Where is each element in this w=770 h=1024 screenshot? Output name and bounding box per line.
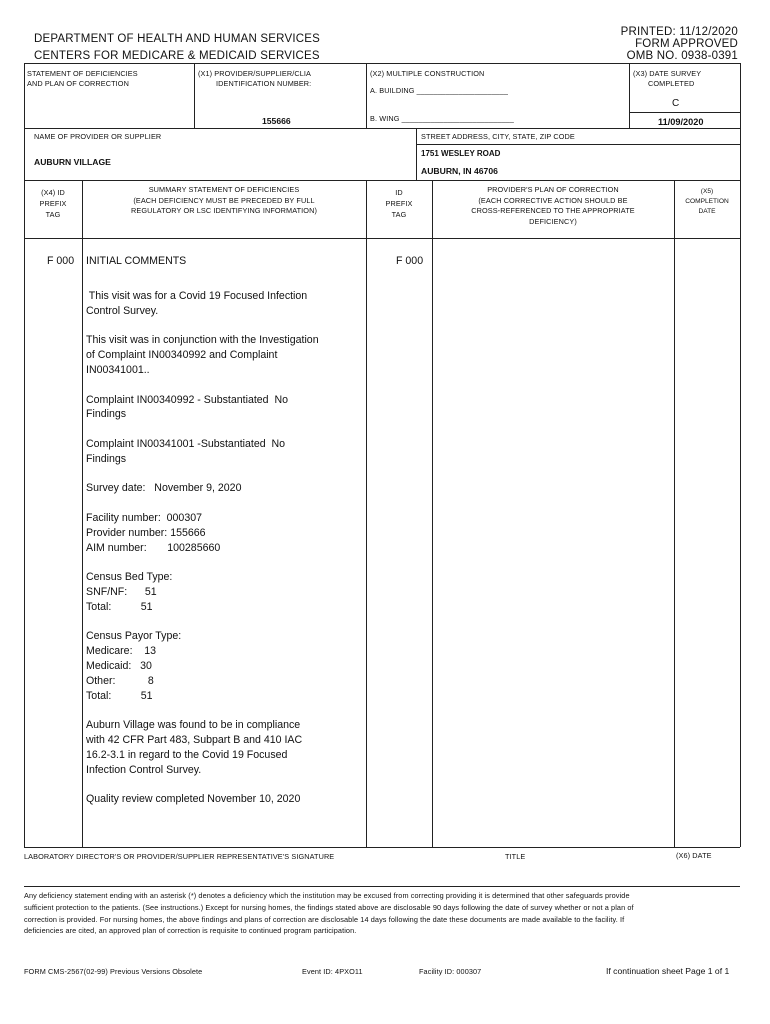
entry-line: Total: 51 — [86, 600, 153, 613]
entry-line — [86, 422, 319, 437]
x2-wing: B. WING ___________________________ — [370, 114, 514, 123]
address-line-2: AUBURN, IN 46706 — [421, 166, 498, 176]
entry-line — [86, 777, 319, 792]
x2-label: (X2) MULTIPLE CONSTRUCTION — [370, 69, 485, 78]
col-header-x4: (X4) ID PREFIX TAG — [39, 188, 67, 219]
entry-line: Total: 51 — [86, 689, 153, 702]
entry-line — [86, 703, 319, 718]
col-header-summary: SUMMARY STATEMENT OF DEFICIENCIES (EACH DEFICIENCY MUST BE PRECEDED BY FULL REGULATORY OR LSC IDENTIFYING INFORMATION) — [131, 185, 317, 215]
col-divider-2 — [366, 180, 367, 847]
col-divider-4 — [674, 180, 675, 847]
entry-line: of Complaint IN00340992 and Complaint — [86, 349, 278, 362]
entry-line: Auburn Village was found to be in compliance — [86, 719, 301, 732]
entry-title: INITIAL COMMENTS — [86, 255, 187, 267]
entry-line: Findings — [86, 452, 127, 465]
rule-columns-bottom — [24, 238, 740, 239]
entry-line: Census Payor Type: — [86, 630, 182, 643]
x1-value: 155666 — [262, 116, 291, 126]
col-header-plan: PROVIDER'S PLAN OF CORRECTION (EACH CORRECTIVE ACTION SHOULD BE CROSS-REFERENCED TO THE APPROPRIATE DEFICIENCY) — [471, 185, 635, 226]
provider-name-label: NAME OF PROVIDER OR SUPPLIER — [34, 132, 162, 141]
entry-line — [86, 378, 319, 393]
entry-line: 16.2-3.1 in regard to the Covid 19 Focused — [86, 748, 288, 761]
entry-line: Census Bed Type: — [86, 571, 173, 584]
frame-right — [740, 63, 741, 847]
entry-line — [86, 615, 319, 630]
divider-address — [416, 128, 417, 180]
entry-line: Medicaid: 30 — [86, 659, 152, 672]
statement-label: STATEMENT OF DEFICIENCIES AND PLAN OF CORRECTION — [27, 69, 138, 88]
col-divider-1 — [82, 180, 83, 847]
printed-date: PRINTED: 11/12/2020 — [620, 26, 738, 38]
entry-text — [86, 289, 319, 807]
entry-line: Survey date: November 9, 2020 — [86, 482, 242, 495]
divider-x3 — [629, 63, 630, 128]
divider-x1 — [194, 63, 195, 128]
title-label: TITLE — [505, 852, 526, 861]
entry-line: Control Survey. — [86, 304, 159, 317]
rule-boxes-bottom — [24, 128, 740, 129]
entry-line: This visit was for a Covid 19 Focused Infection — [86, 290, 308, 302]
entry-line: This visit was in conjunction with the Investigation — [86, 334, 319, 347]
address-label-rule — [416, 144, 740, 145]
entry-line — [86, 496, 319, 511]
date-label: (X6) DATE — [676, 851, 712, 860]
address-line-1: 1751 WESLEY ROAD — [421, 149, 501, 158]
x2-building: A. BUILDING ______________________ — [370, 86, 509, 95]
agency-line-1: DEPARTMENT OF HEALTH AND HUMAN SERVICES — [34, 33, 320, 45]
entry-line: with 42 CFR Part 483, Subpart B and 410 IAC — [86, 733, 303, 746]
form-number: FORM CMS-2567(02-99) Previous Versions Obsolete — [24, 967, 203, 976]
divider-x2 — [366, 63, 367, 128]
facility-id: Facility ID: 000307 — [419, 967, 482, 976]
provider-name: AUBURN VILLAGE — [34, 157, 111, 167]
event-id: Event ID: 4PXO11 — [302, 967, 363, 976]
entry-line: Complaint IN00340992 - Substantiated No — [86, 393, 288, 406]
rule-body-bottom — [24, 847, 740, 848]
agency-line-2: CENTERS FOR MEDICARE & MEDICAID SERVICES — [34, 50, 320, 62]
col-header-id: ID PREFIX TAG — [385, 188, 413, 219]
signature-label: LABORATORY DIRECTOR'S OR PROVIDER/SUPPLIER REPRESENTATIVE'S SIGNATURE — [24, 852, 335, 861]
x3-label: (X3) DATE SURVEY COMPLETED — [633, 69, 702, 88]
x1-label: (X1) PROVIDER/SUPPLIER/CLIA IDENTIFICATION NUMBER: — [198, 69, 312, 88]
rule-signature-bottom — [24, 886, 740, 887]
entry-line — [86, 319, 319, 334]
entry-line: AIM number: 100285660 — [86, 541, 221, 554]
entry-line: SNF/NF: 51 — [86, 585, 157, 598]
entry-line — [86, 467, 319, 482]
entry-line: Findings — [86, 408, 127, 421]
id-tag: F 000 — [396, 255, 424, 267]
entry-line: Other: 8 — [86, 674, 154, 687]
x3-date: 11/09/2020 — [658, 117, 704, 127]
entry-line: IN00341001.. — [86, 363, 150, 376]
address-label: STREET ADDRESS, CITY, STATE, ZIP CODE — [421, 132, 575, 141]
prefix-tag: F 000 — [47, 255, 75, 267]
col-divider-3 — [432, 180, 433, 847]
rule-provider-bottom — [24, 180, 740, 181]
entry-line: Facility number: 000307 — [86, 511, 203, 524]
entry-line: Medicare: 13 — [86, 645, 157, 658]
col-header-x5: (X5) COMPLETION DATE — [685, 188, 729, 215]
continuation-page: If continuation sheet Page 1 of 1 — [606, 966, 730, 976]
disclaimer-text: Any deficiency statement ending with an asterisk (*) denotes a deficiency which the institution may be excused from correcting providing it is determined that other safeguards provide sufficient protection to the patients. (See instructions.) Except for nursing homes, the findings stated above are disclosable 90 days following the date of survey whether or not a plan of correction is provided. For nursing homes, the above findings and plans of correction are disclosable 14 days following the date these documents are made available to the facility. If deficiencies are cited, an approved plan of correction is requisite to continued program participation. — [24, 891, 634, 936]
x3-inner-rule — [629, 112, 740, 113]
x3-code: C — [672, 98, 680, 109]
entry-line: Infection Control Survey. — [86, 763, 202, 776]
entry-line: Provider number: 155666 — [86, 526, 206, 539]
omb-number: OMB NO. 0938-0391 — [626, 50, 738, 62]
rule-top — [24, 63, 740, 64]
form-approved: FORM APPROVED — [635, 38, 738, 50]
entry-line — [86, 555, 319, 570]
entry-line: Quality review completed November 10, 2020 — [86, 793, 301, 806]
frame-left — [24, 63, 25, 847]
entry-line: Complaint IN00341001 -Substantiated No — [86, 437, 286, 450]
